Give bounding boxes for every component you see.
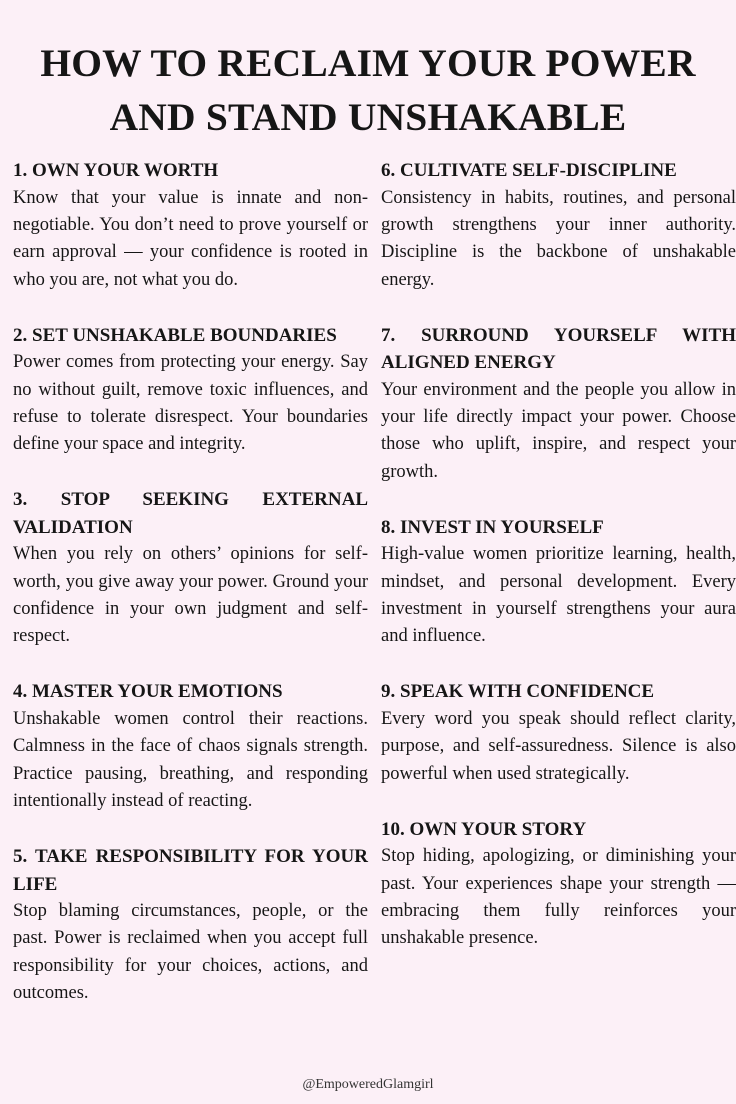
tip-body: Stop blaming circumstances, people, or the past. Power is reclaimed when you accept full responsibility for your choices, actions, and outcomes. — [13, 901, 368, 1004]
title-line-1: HOW TO RECLAIM YOUR POWER — [40, 41, 696, 85]
author-handle: @EmpoweredGlamgirl — [302, 1077, 434, 1092]
tip-heading: 2. SET UNSHAKABLE BOUNDARIES — [13, 324, 337, 346]
tip-4 — [13, 678, 368, 815]
tip-5 — [13, 843, 368, 1008]
tip-heading: 4. MASTER YOUR EMOTIONS — [13, 681, 283, 703]
tip-1 — [13, 157, 368, 294]
tip-8 — [381, 514, 736, 651]
tip-body: When you rely on others’ opinions for self-worth, you give away your power. Ground your confidence in your own judgment and self-respect. — [13, 544, 368, 647]
tip-body: Consistency in habits, routines, and personal growth strengthens your inner authority. Discipline is the backbone of unshakable energy. — [381, 187, 736, 290]
tip-heading: 6. CULTIVATE SELF-DISCIPLINE — [381, 160, 677, 181]
tip-body: Power comes from protecting your energy. Say no without guilt, remove toxic influences, and refuse to tolerate disrespect. Your boundaries define your space and integrity. — [13, 352, 368, 455]
tip-heading: 7. SURROUND YOURSELF WITH ALIGNED ENERGY — [381, 324, 736, 374]
tip-body: Unshakable women control their reactions. Calmness in the face of chaos signals strength. Practice pausing, breathing, and responding intentionally instead of reacting. — [13, 708, 368, 812]
tip-body: High-value women prioritize learning, health, mindset, and personal development. Every investment in yourself strengthens your aura and influence. — [381, 544, 736, 647]
tip-body: Every word you speak should reflect clarity, purpose, and self-assuredness. Silence is also powerful when used strategically. — [381, 708, 736, 784]
tip-body: Stop hiding, apologizing, or diminishing your past. Your experiences shape your strength — embracing them fully reinforces your unshakable presence. — [381, 846, 736, 949]
tip-body: Your environment and the people you allow in your life directly impact your power. Choose those who uplift, inspire, and respect your growth. — [381, 379, 736, 482]
tip-10 — [381, 816, 736, 953]
tip-9 — [381, 678, 736, 788]
tip-heading: 9. SPEAK WITH CONFIDENCE — [381, 681, 655, 703]
tip-heading: 1. OWN YOUR WORTH — [13, 160, 219, 181]
tip-3 — [13, 486, 368, 651]
tip-body: Know that your value is innate and non-negotiable. You don’t need to prove yourself or earn approval — your confidence is rooted in who you are, not what you do. — [13, 187, 368, 290]
title-line-2: AND STAND UNSHAKABLE — [109, 95, 627, 139]
tip-heading: 8. INVEST IN YOURSELF — [381, 516, 604, 538]
tip-heading: 5. TAKE RESPONSIBILITY FOR YOUR LIFE — [13, 846, 368, 895]
right-column — [381, 157, 736, 980]
tip-2 — [13, 322, 368, 459]
tip-6 — [381, 157, 736, 294]
left-column — [13, 157, 368, 1035]
page-title — [0, 36, 736, 144]
tip-heading: 10. OWN YOUR STORY — [381, 818, 587, 840]
tip-heading: 3. STOP SEEKING EXTERNAL VALIDATION — [13, 489, 368, 538]
tip-7 — [381, 322, 736, 487]
